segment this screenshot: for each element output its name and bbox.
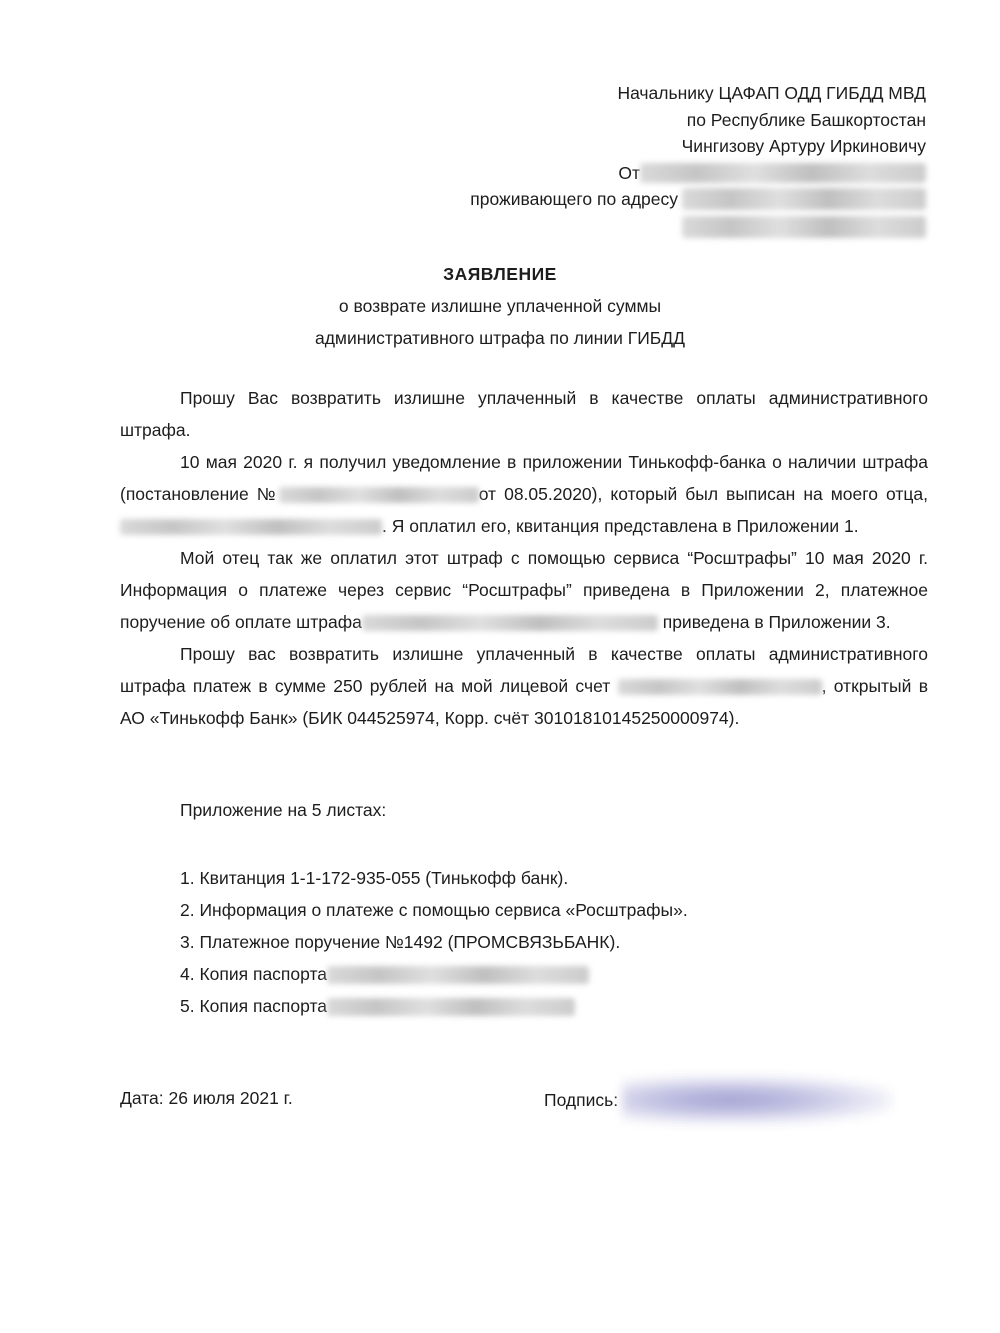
paragraph-1: Прошу Вас возвратить излишне уплаченный в качестве оплаты административного штрафа. [120,388,928,440]
title-block [0,258,1000,354]
subtitle-line-1: о возврате излишне уплаченной суммы [338,296,662,316]
signature-label: Подпись: [544,1089,619,1110]
subtitle-line-2: административного штрафа по линии ГИБДД [314,328,685,348]
redacted-account-number [618,679,822,695]
redacted-passport-name-1 [327,966,589,984]
paragraph-3 [120,542,928,638]
paragraph-2 [120,446,928,542]
annex-item-5 [180,990,688,1022]
from-label: От [618,162,640,183]
redacted-sender-name [640,163,926,183]
residing-label: проживающего по адресу [470,189,678,209]
annex-item-4-text: 4. Копия паспорта [180,964,328,984]
document-title: ЗАЯВЛЕНИЕ [443,264,557,284]
redacted-payer-name [362,615,658,631]
paragraph-4-text-b: , открытый в АО «Тинькофф Банк» (БИК 044525974, Корр. счёт 30101810145250000974). [120,676,928,728]
annex-item-3: 3. Платежное поручение №1492 (ПРОМСВЯЗЬБАНК). [180,932,621,952]
paragraph-3-text-a: Мой отец так же оплатил этот штраф с помощью сервиса “Росштрафы” 10 мая 2020 г. Информация о платеже через сервис “Росштрафы” приведена в Приложении 2, платежное поручение об оплате штрафа [120,548,928,632]
annex-heading: Приложение на 5 листах: [180,800,387,820]
redacted-passport-name-2 [327,998,575,1016]
addressee-line-2: по Республике Башкортостан [686,109,926,130]
annex-item-4 [180,958,688,990]
paragraph-2-text-a: 10 мая 2020 г. я получил уведомление в приложении Тинькофф-банка о наличии штрафа (постановление № [120,452,928,504]
date-line: Дата: 26 июля 2021 г. [120,1088,293,1108]
address-row [470,186,926,238]
redacted-signature [622,1076,892,1124]
redacted-resolution-number [279,487,479,503]
paragraph-4 [120,638,928,734]
addressee-block [470,80,926,238]
signature-block [544,1076,892,1124]
annex-item-2: 2. Информация о платеже с помощью сервиса «Росштрафы». [180,900,688,920]
paragraph-2-text-c: . Я оплатил его, квитанция представлена в Приложении 1. [382,516,859,536]
addressee-line-1: Начальнику ЦАФАП ОДД ГИБДД МВД [617,83,926,103]
paragraph-3-text-b: приведена в Приложении 3. [662,612,891,632]
annex-item-5-text: 5. Копия паспорта [180,996,328,1016]
redacted-address [682,186,926,238]
from-row [470,160,926,187]
addressee-line-3: Чингизову Артуру Иркиновичу [681,136,926,156]
redacted-father-name [120,519,382,535]
paragraph-2-text-b: от 08.05.2020), который был выписан на моего отца, [478,484,928,504]
document-body [120,382,928,734]
annex-list [180,862,688,1022]
paragraph-4-text-a: Прошу вас возвратить излишне уплаченный в качестве оплаты административного штрафа платеж в сумме 250 рублей на мой лицевой счет [120,644,928,696]
annex-item-1: 1. Квитанция 1-1-172-935-055 (Тинькофф банк). [180,868,569,888]
